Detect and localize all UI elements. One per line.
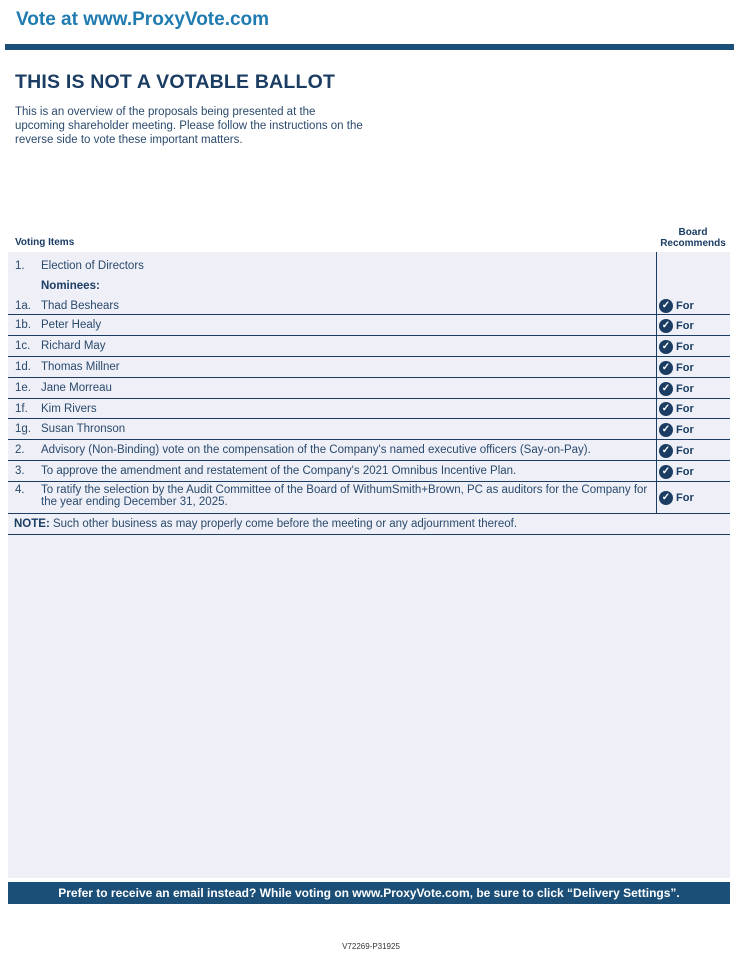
document-code: V72269-P31925: [342, 942, 400, 951]
voting-item-row: [8, 357, 730, 378]
check-circle-icon: ✓: [659, 423, 673, 437]
check-circle-icon: ✓: [659, 382, 673, 396]
item-number: 1b.: [15, 319, 31, 331]
item-number: 1g.: [15, 423, 31, 435]
item-number: 1c.: [15, 340, 31, 352]
note-text: Such other business as may properly come before the meeting or any adjournment thereof.: [52, 518, 518, 530]
item-text: Election of Directors: [41, 259, 144, 272]
check-circle-icon: ✓: [659, 491, 673, 505]
item-text: Jane Morreau: [41, 382, 112, 394]
item-text: To ratify the selection by the Audit Committee of the Board of WithumSmith+Brown, PC as auditors for the Company for the year ending December 31, 2025.: [41, 484, 648, 508]
header-divider: [5, 44, 734, 50]
voting-item-row: [8, 256, 730, 276]
item-number: 4.: [15, 484, 25, 496]
item-text: Thomas Millner: [41, 361, 120, 373]
recommendation: [659, 491, 694, 505]
item-text: Thad Beshears: [41, 299, 119, 312]
recommendation-label: For: [676, 403, 694, 415]
footer-banner: Prefer to receive an email instead? While voting on www.ProxyVote.com, be sure to click “Delivery Settings”.: [8, 882, 730, 904]
recommendation-label: For: [676, 300, 694, 312]
recommendation-label: For: [676, 423, 694, 436]
voting-items-header: Voting Items: [15, 237, 75, 248]
voting-item-row: [8, 440, 730, 461]
item-number: 2.: [15, 444, 25, 456]
item-text: Susan Thronson: [41, 423, 126, 435]
recommendation-label: For: [676, 361, 694, 374]
note-label: NOTE:: [14, 518, 50, 530]
item-number: 1a.: [15, 299, 31, 312]
item-text: Advisory (Non-Binding) vote on the compensation of the Company's named executive officers (Say-on-Pay).: [41, 444, 591, 456]
voting-item-row: [8, 276, 730, 296]
recommendation: [659, 444, 694, 458]
voting-item-row: [8, 336, 730, 357]
intro-text: This is an overview of the proposals being presented at the upcoming shareholder meeting. Please follow the instructions on the reverse side to vote these important matters.: [15, 106, 363, 146]
board-header-line1: Board: [678, 227, 708, 238]
check-circle-icon: ✓: [659, 340, 673, 354]
recommendation: [659, 382, 694, 396]
recommendation: [659, 299, 694, 313]
item-text: Kim Rivers: [41, 402, 97, 415]
voting-item-row: [8, 297, 730, 315]
check-circle-icon: ✓: [659, 402, 673, 416]
board-header-line2: Recommends: [660, 238, 726, 249]
voting-item-row: [8, 419, 730, 440]
item-number: 1.: [15, 259, 25, 272]
recommendation: [659, 402, 694, 416]
recommendation: [659, 361, 694, 375]
item-number: 1d.: [15, 361, 31, 373]
note-row: [8, 515, 730, 535]
recommendation-label: For: [676, 382, 694, 395]
board-recommends-header: [656, 227, 730, 249]
item-number: 3.: [15, 465, 25, 477]
item-text: To approve the amendment and restatement of the Company's 2021 Omnibus Incentive Plan.: [41, 465, 517, 477]
check-circle-icon: ✓: [659, 465, 673, 479]
check-circle-icon: ✓: [659, 319, 673, 333]
item-number: 1e.: [15, 382, 31, 394]
recommendation-label: For: [676, 465, 694, 478]
recommendation: [659, 465, 694, 479]
item-text: Nominees:: [41, 279, 100, 292]
recommendation-label: For: [676, 444, 694, 457]
voting-item-row: [8, 378, 730, 399]
voting-item-row: [8, 461, 730, 482]
recommendation: [659, 340, 694, 354]
recommendation-label: For: [676, 340, 694, 353]
voting-item-row: [8, 315, 730, 336]
page-title: THIS IS NOT A VOTABLE BALLOT: [15, 71, 336, 93]
voting-item-row: [8, 482, 730, 514]
item-text: Peter Healy: [41, 319, 102, 331]
check-circle-icon: ✓: [659, 444, 673, 458]
voting-item-row: [8, 399, 730, 419]
item-number: 1f.: [15, 402, 28, 415]
item-text: Richard May: [41, 340, 106, 352]
check-circle-icon: ✓: [659, 361, 673, 375]
check-circle-icon: ✓: [659, 299, 673, 313]
recommendation: [659, 423, 694, 437]
recommendation: [659, 319, 694, 333]
recommendation-label: For: [676, 492, 694, 504]
proxyvote-link[interactable]: Vote at www.ProxyVote.com: [16, 9, 270, 30]
recommendation-label: For: [676, 319, 694, 332]
